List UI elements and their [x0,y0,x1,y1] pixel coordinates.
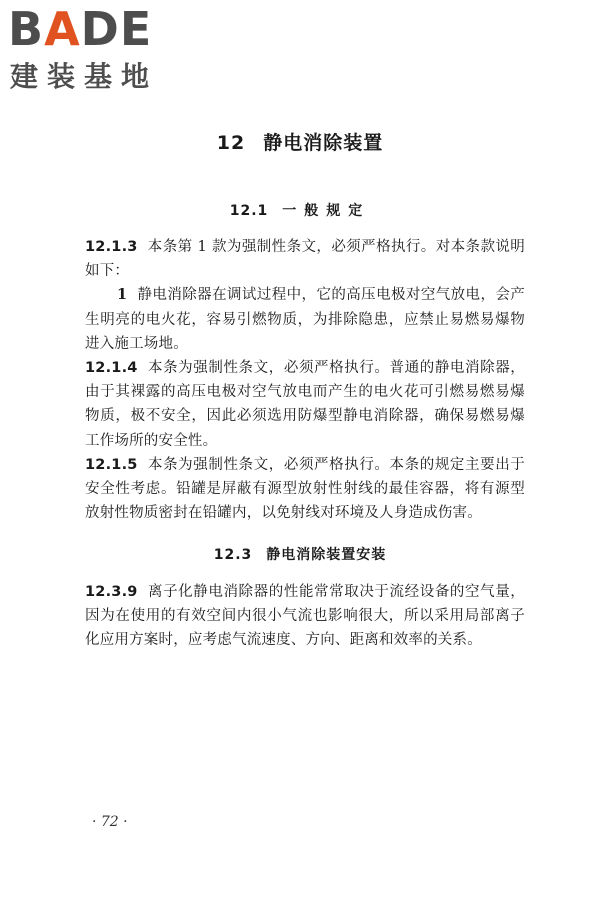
clause-text: 离子化静电消除器的性能常常取决于流经设备的空气量，因为在使用的有效空间内很小气流也影响很大，所以采用局部离子化应用方案时，应考虑气流速度、方向、距离和效率的关系。 [85,584,525,649]
chapter-title: 静电消除装置 [263,132,384,154]
clause-text: 本条为强制性条文，必须严格执行。本条的规定主要出于安全性考虑。铅罐是屏蔽有源型放射性射线的最佳容器，将有源型放射性物质密封在铅罐内，以免射线对环境及人身造成伤害。 [85,456,525,522]
item-paragraph [85,283,525,356]
page-number: · 72 · [92,814,128,830]
clause-text: 本条第 1 款为强制性条文，必须严格执行。对本条款说明如下： [85,239,525,280]
section-number: 12.3 [213,547,253,563]
clause-paragraph [85,453,525,526]
chapter-heading [0,128,600,155]
logo-wordmark [8,4,152,54]
clause-text: 本条为强制性条文，必须严格执行。普通的静电消除器，由于其裸露的高压电极对空气放电而产生的电火花可引燃易燃易爆物质，极不安全，因此必须选用防爆型静电消除器，确保易燃易爆工作场所的安全性。 [85,360,525,449]
clause-number: 12.1.5 [85,456,138,473]
clause-paragraph [85,580,525,653]
logo-letter-a-accent: A [44,2,81,56]
section-heading-12-1 [0,200,600,220]
clause-number: 12.1.4 [85,360,138,377]
logo-letter-b: B [8,2,45,56]
section-12-3-body [85,580,525,653]
section-number: 12.1 [229,203,269,219]
section-title: 一般规定 [282,203,371,219]
section-heading-12-3 [0,544,600,564]
chapter-number: 12 [216,132,246,154]
section-12-1-body [85,235,525,525]
section-title: 静电消除装置安装 [266,547,387,563]
clause-number: 12.1.3 [85,239,138,255]
clause-number: 12.3.9 [85,584,138,600]
clause-paragraph [85,356,525,453]
item-text: 静电消除器在调试过程中，它的高压电极对空气放电，会产生明亮的电火花，容易引燃物质，为排除隐患，应禁止易燃易爆物进入施工场地。 [85,287,525,352]
logo-subtitle: 建装基地 [10,60,159,93]
item-number: 1 [117,286,128,304]
logo-letters-de: DE [80,2,153,56]
bade-logo [8,4,178,96]
clause-paragraph [85,235,525,283]
